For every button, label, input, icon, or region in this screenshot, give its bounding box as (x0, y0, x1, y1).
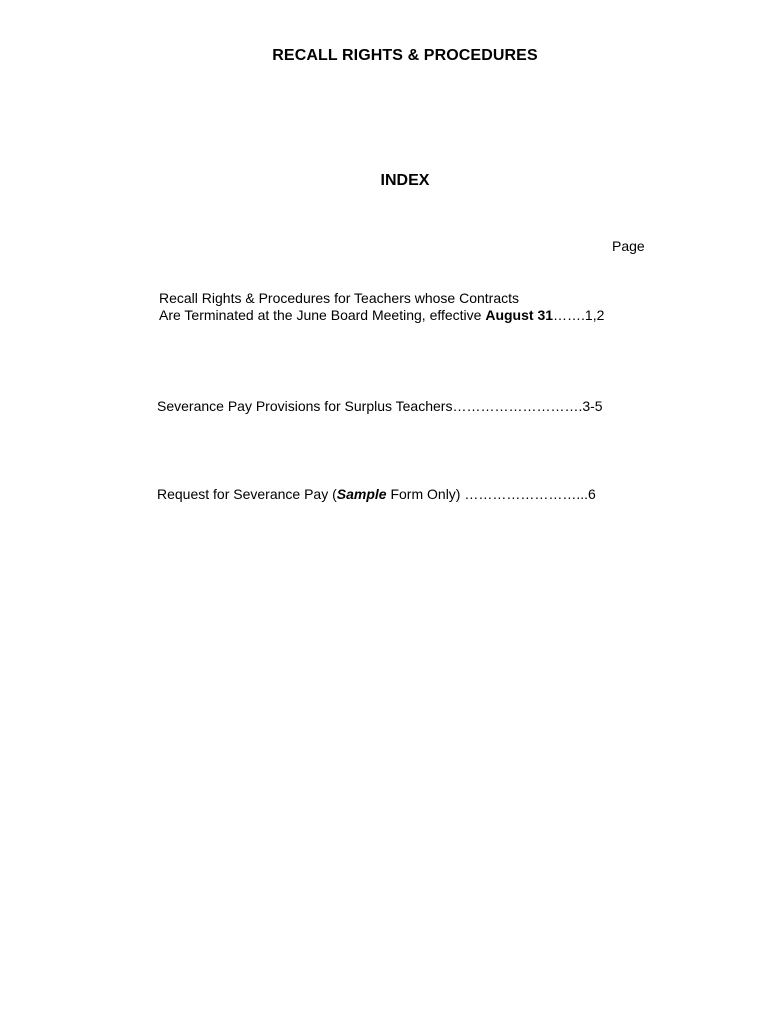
document-title: RECALL RIGHTS & PROCEDURES (272, 47, 538, 64)
entry-text: Are Terminated at the June Board Meeting, effective (159, 307, 486, 323)
page-numbers: 3-5 (582, 398, 603, 414)
entry-text: Request for Severance Pay ( (157, 486, 337, 502)
index-entry-recall-rights (159, 290, 604, 324)
index-entry-line (159, 290, 604, 307)
entry-text: Severance Pay Provisions for Surplus Teachers (157, 398, 453, 414)
page-numbers: 6 (588, 486, 596, 502)
entry-emphasis: Sample (336, 486, 387, 502)
dot-leader: ……………………... (464, 486, 589, 502)
page-numbers: 1,2 (584, 307, 605, 323)
index-entry-line (159, 307, 604, 324)
dot-leader: ………………………. (452, 398, 583, 414)
index-entry-severance-provisions (157, 398, 603, 415)
entry-date: August 31 (485, 307, 554, 323)
entry-text: Form Only) (386, 486, 465, 502)
dot-leader: ……. (553, 307, 585, 323)
entry-text: Recall Rights & Procedures for Teachers whose Contracts (159, 290, 520, 306)
index-heading: INDEX (380, 172, 430, 189)
page-column-label: Page (612, 238, 645, 254)
index-entry-severance-request (157, 486, 596, 503)
